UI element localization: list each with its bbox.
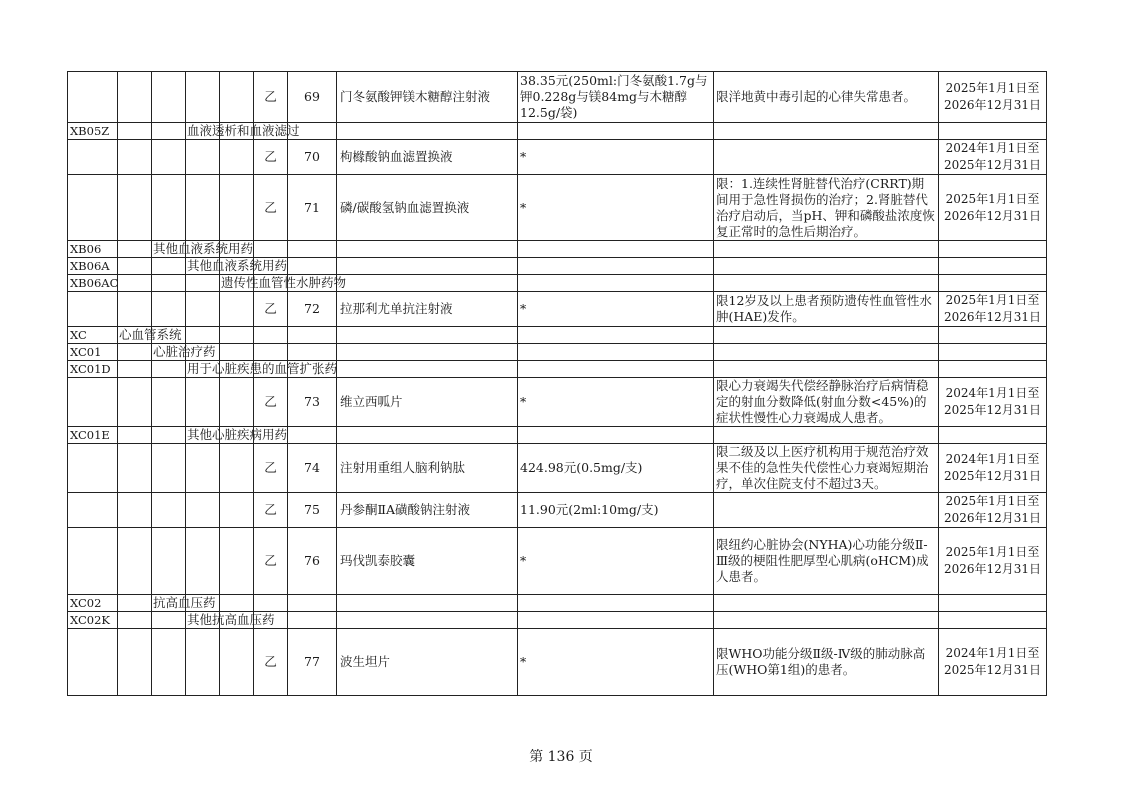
price-cell: 424.98元(0.5mg/支) [518, 444, 714, 493]
price-cell [518, 241, 714, 258]
level-cell [118, 595, 152, 612]
category-cell: 乙 [254, 175, 288, 241]
category-cell: 乙 [254, 72, 288, 123]
drug-name-cell: 丹参酮ⅡA磺酸钠注射液 [337, 493, 518, 528]
section-header-row [68, 427, 1047, 444]
level-cell [220, 327, 254, 344]
category-cell: 乙 [254, 493, 288, 528]
section-title-cell: 血液透析和血液滤过 [187, 123, 300, 138]
level-cell [288, 258, 337, 275]
validity-period-cell: 2025年1月1日至2026年12月31日 [939, 493, 1047, 528]
validity-cell [939, 275, 1047, 292]
level-cell [152, 175, 186, 241]
level-cell [186, 444, 220, 493]
section-title-cell: 用于心脏疾患的血管扩张药 [187, 361, 338, 376]
section-header-row [68, 612, 1047, 629]
section-title-cell: 其他心脏疾病用药 [187, 427, 288, 442]
level-cell [152, 292, 186, 327]
drug-name-cell: 枸橼酸钠血滤置换液 [337, 140, 518, 175]
classification-code-cell [68, 175, 118, 241]
level-cell [152, 275, 186, 292]
level-cell [220, 72, 254, 123]
level-cell [337, 241, 518, 258]
classification-code-cell [68, 629, 118, 696]
validity-cell [939, 327, 1047, 344]
section-header-row [68, 123, 1047, 140]
validity-period-cell: 2024年1月1日至2025年12月31日 [939, 629, 1047, 696]
classification-code-cell: XB06A [68, 258, 118, 275]
drug-row [68, 175, 1047, 241]
level-cell [288, 241, 337, 258]
category-cell: 乙 [254, 378, 288, 427]
level-cell [152, 258, 186, 275]
note-cell [714, 344, 939, 361]
level-cell [186, 175, 220, 241]
level-cell [220, 140, 254, 175]
price-cell [518, 123, 714, 140]
drug-name-cell: 波生坦片 [337, 629, 518, 696]
level-cell [118, 72, 152, 123]
price-cell: * [518, 378, 714, 427]
level-cell [152, 378, 186, 427]
level-cell [220, 444, 254, 493]
price-cell: 11.90元(2ml:10mg/支) [518, 493, 714, 528]
note-cell [714, 258, 939, 275]
level-cell [288, 612, 337, 629]
item-number-cell: 69 [288, 72, 337, 123]
drug-row [68, 378, 1047, 427]
drug-name-cell: 磷/碳酸氢钠血滤置换液 [337, 175, 518, 241]
level-cell [118, 612, 152, 629]
item-number-cell: 71 [288, 175, 337, 241]
section-title-cell: 心脏治疗药 [153, 344, 216, 359]
section-title-cell: 抗高血压药 [153, 595, 216, 610]
restriction-note-cell [714, 493, 939, 528]
level-cell [118, 258, 152, 275]
drug-name-cell: 维立西呱片 [337, 378, 518, 427]
level-cell [254, 327, 288, 344]
item-number-cell: 73 [288, 378, 337, 427]
level-cell [337, 327, 518, 344]
level-cell [186, 378, 220, 427]
section-header-row [68, 275, 1047, 292]
section-title-cell: 其他血液系统用药 [153, 241, 254, 256]
price-cell [518, 612, 714, 629]
level-cell [118, 528, 152, 595]
item-number-cell: 77 [288, 629, 337, 696]
section-header-row [68, 241, 1047, 258]
level-cell [254, 344, 288, 361]
section-header-row [68, 361, 1047, 378]
drug-row [68, 444, 1047, 493]
item-number-cell: 75 [288, 493, 337, 528]
price-cell: * [518, 175, 714, 241]
validity-period-cell: 2025年1月1日至2026年12月31日 [939, 175, 1047, 241]
validity-cell [939, 258, 1047, 275]
level-cell [337, 123, 518, 140]
level-cell [337, 344, 518, 361]
validity-cell [939, 361, 1047, 378]
section-title-cell: 遗传性血管性水肿药物 [221, 275, 347, 290]
note-cell [714, 595, 939, 612]
level-cell [118, 629, 152, 696]
drug-row [68, 528, 1047, 595]
classification-code-cell: XB06 [68, 241, 118, 258]
drug-row [68, 493, 1047, 528]
classification-code-cell: XC01E [68, 427, 118, 444]
restriction-note-cell: 限：1.连续性肾脏替代治疗(CRRT)期间用于急性肾损伤的治疗；2.肾脏替代治疗启动后，当pH、钾和磷酸盐浓度恢复正常时的急性后期治疗。 [714, 175, 939, 241]
category-cell: 乙 [254, 528, 288, 595]
level-cell [118, 275, 152, 292]
level-cell [118, 175, 152, 241]
validity-cell [939, 344, 1047, 361]
section-header-row [68, 327, 1047, 344]
level-cell [118, 292, 152, 327]
level-cell [152, 444, 186, 493]
level-cell [118, 241, 152, 258]
validity-period-cell: 2025年1月1日至2026年12月31日 [939, 292, 1047, 327]
drug-row [68, 629, 1047, 696]
validity-cell [939, 612, 1047, 629]
classification-code-cell: XC02K [68, 612, 118, 629]
price-cell [518, 361, 714, 378]
level-cell [152, 427, 186, 444]
classification-code-cell: XB05Z [68, 123, 118, 140]
page-number: 第 136 页 [529, 749, 593, 765]
level-cell [152, 361, 186, 378]
level-cell [118, 444, 152, 493]
level-cell [337, 612, 518, 629]
table-body [68, 72, 1047, 696]
level-cell [152, 629, 186, 696]
level-cell [152, 528, 186, 595]
validity-period-cell: 2025年1月1日至2026年12月31日 [939, 528, 1047, 595]
validity-period-cell: 2024年1月1日至2025年12月31日 [939, 378, 1047, 427]
level-cell [186, 72, 220, 123]
level-cell [220, 629, 254, 696]
restriction-note-cell: 限二级及以上医疗机构用于规范治疗效果不佳的急性失代偿性心力衰竭短期治疗，单次住院支付不超过3天。 [714, 444, 939, 493]
price-cell: * [518, 292, 714, 327]
category-cell: 乙 [254, 629, 288, 696]
drug-row [68, 292, 1047, 327]
item-number-cell: 74 [288, 444, 337, 493]
level-cell [220, 292, 254, 327]
classification-code-cell [68, 528, 118, 595]
item-number-cell: 70 [288, 140, 337, 175]
classification-code-cell [68, 444, 118, 493]
classification-code-cell [68, 493, 118, 528]
restriction-note-cell: 限12岁及以上患者预防遗传性血管性水肿(HAE)发作。 [714, 292, 939, 327]
drug-row [68, 72, 1047, 123]
level-cell [152, 72, 186, 123]
price-cell: * [518, 140, 714, 175]
price-cell [518, 595, 714, 612]
section-header-row [68, 344, 1047, 361]
price-cell [518, 344, 714, 361]
section-title-cell: 其他血液系统用药 [187, 258, 288, 273]
price-cell: * [518, 528, 714, 595]
classification-code-cell [68, 140, 118, 175]
restriction-note-cell: 限WHO功能分级Ⅱ级-Ⅳ级的肺动脉高压(WHO第1组)的患者。 [714, 629, 939, 696]
level-cell [186, 629, 220, 696]
level-cell [152, 140, 186, 175]
category-cell: 乙 [254, 140, 288, 175]
level-cell [220, 175, 254, 241]
level-cell [186, 327, 220, 344]
item-number-cell: 76 [288, 528, 337, 595]
level-cell [220, 528, 254, 595]
drug-catalog-table [67, 71, 1047, 696]
level-cell [337, 595, 518, 612]
level-cell [118, 378, 152, 427]
drug-row [68, 140, 1047, 175]
level-cell [118, 344, 152, 361]
level-cell [118, 493, 152, 528]
level-cell [118, 427, 152, 444]
level-cell [186, 140, 220, 175]
level-cell [118, 123, 152, 140]
classification-code-cell: XC01 [68, 344, 118, 361]
item-number-cell: 72 [288, 292, 337, 327]
level-cell [288, 327, 337, 344]
classification-code-cell [68, 292, 118, 327]
level-cell [288, 595, 337, 612]
level-cell [220, 378, 254, 427]
level-cell [220, 344, 254, 361]
price-cell [518, 258, 714, 275]
note-cell [714, 361, 939, 378]
validity-cell [939, 595, 1047, 612]
validity-period-cell: 2024年1月1日至2025年12月31日 [939, 444, 1047, 493]
level-cell [186, 275, 220, 292]
level-cell [337, 275, 518, 292]
level-cell [337, 258, 518, 275]
level-cell [152, 493, 186, 528]
section-title-cell: 心血管系统 [119, 327, 182, 342]
section-title-cell: 其他抗高血压药 [187, 612, 275, 627]
classification-code-cell: XC [68, 327, 118, 344]
validity-cell [939, 123, 1047, 140]
classification-code-cell [68, 378, 118, 427]
level-cell [288, 427, 337, 444]
level-cell [220, 595, 254, 612]
validity-cell [939, 427, 1047, 444]
level-cell [186, 493, 220, 528]
classification-code-cell: XB06AC [68, 275, 118, 292]
validity-period-cell: 2024年1月1日至2025年12月31日 [939, 140, 1047, 175]
note-cell [714, 612, 939, 629]
drug-name-cell: 门冬氨酸钾镁木糖醇注射液 [337, 72, 518, 123]
level-cell [152, 123, 186, 140]
level-cell [152, 612, 186, 629]
note-cell [714, 327, 939, 344]
classification-code-cell: XC01D [68, 361, 118, 378]
note-cell [714, 427, 939, 444]
drug-name-cell: 拉那利尤单抗注射液 [337, 292, 518, 327]
price-cell: * [518, 629, 714, 696]
price-cell [518, 327, 714, 344]
classification-code-cell: XC02 [68, 595, 118, 612]
level-cell [254, 595, 288, 612]
level-cell [220, 493, 254, 528]
level-cell [337, 361, 518, 378]
restriction-note-cell: 限纽约心脏协会(NYHA)心功能分级Ⅱ-Ⅲ级的梗阻性肥厚型心肌病(oHCM)成人患者。 [714, 528, 939, 595]
section-header-row [68, 258, 1047, 275]
price-cell [518, 275, 714, 292]
drug-name-cell: 注射用重组人脑利钠肽 [337, 444, 518, 493]
validity-cell [939, 241, 1047, 258]
category-cell: 乙 [254, 292, 288, 327]
level-cell [118, 140, 152, 175]
section-header-row [68, 595, 1047, 612]
category-cell: 乙 [254, 444, 288, 493]
price-cell [518, 427, 714, 444]
level-cell [186, 528, 220, 595]
note-cell [714, 123, 939, 140]
level-cell [337, 427, 518, 444]
restriction-note-cell [714, 140, 939, 175]
price-cell: 38.35元(250ml:门冬氨酸1.7g与钾0.228g与镁84mg与木糖醇12.5g/袋) [518, 72, 714, 123]
level-cell [254, 241, 288, 258]
note-cell [714, 275, 939, 292]
restriction-note-cell: 限心力衰竭失代偿经静脉治疗后病情稳定的射血分数降低(射血分数<45%)的症状性慢性心力衰竭成人患者。 [714, 378, 939, 427]
note-cell [714, 241, 939, 258]
drug-name-cell: 玛伐凯泰胶囊 [337, 528, 518, 595]
level-cell [288, 344, 337, 361]
level-cell [118, 361, 152, 378]
level-cell [186, 292, 220, 327]
validity-period-cell: 2025年1月1日至2026年12月31日 [939, 72, 1047, 123]
restriction-note-cell: 限洋地黄中毒引起的心律失常患者。 [714, 72, 939, 123]
classification-code-cell [68, 72, 118, 123]
